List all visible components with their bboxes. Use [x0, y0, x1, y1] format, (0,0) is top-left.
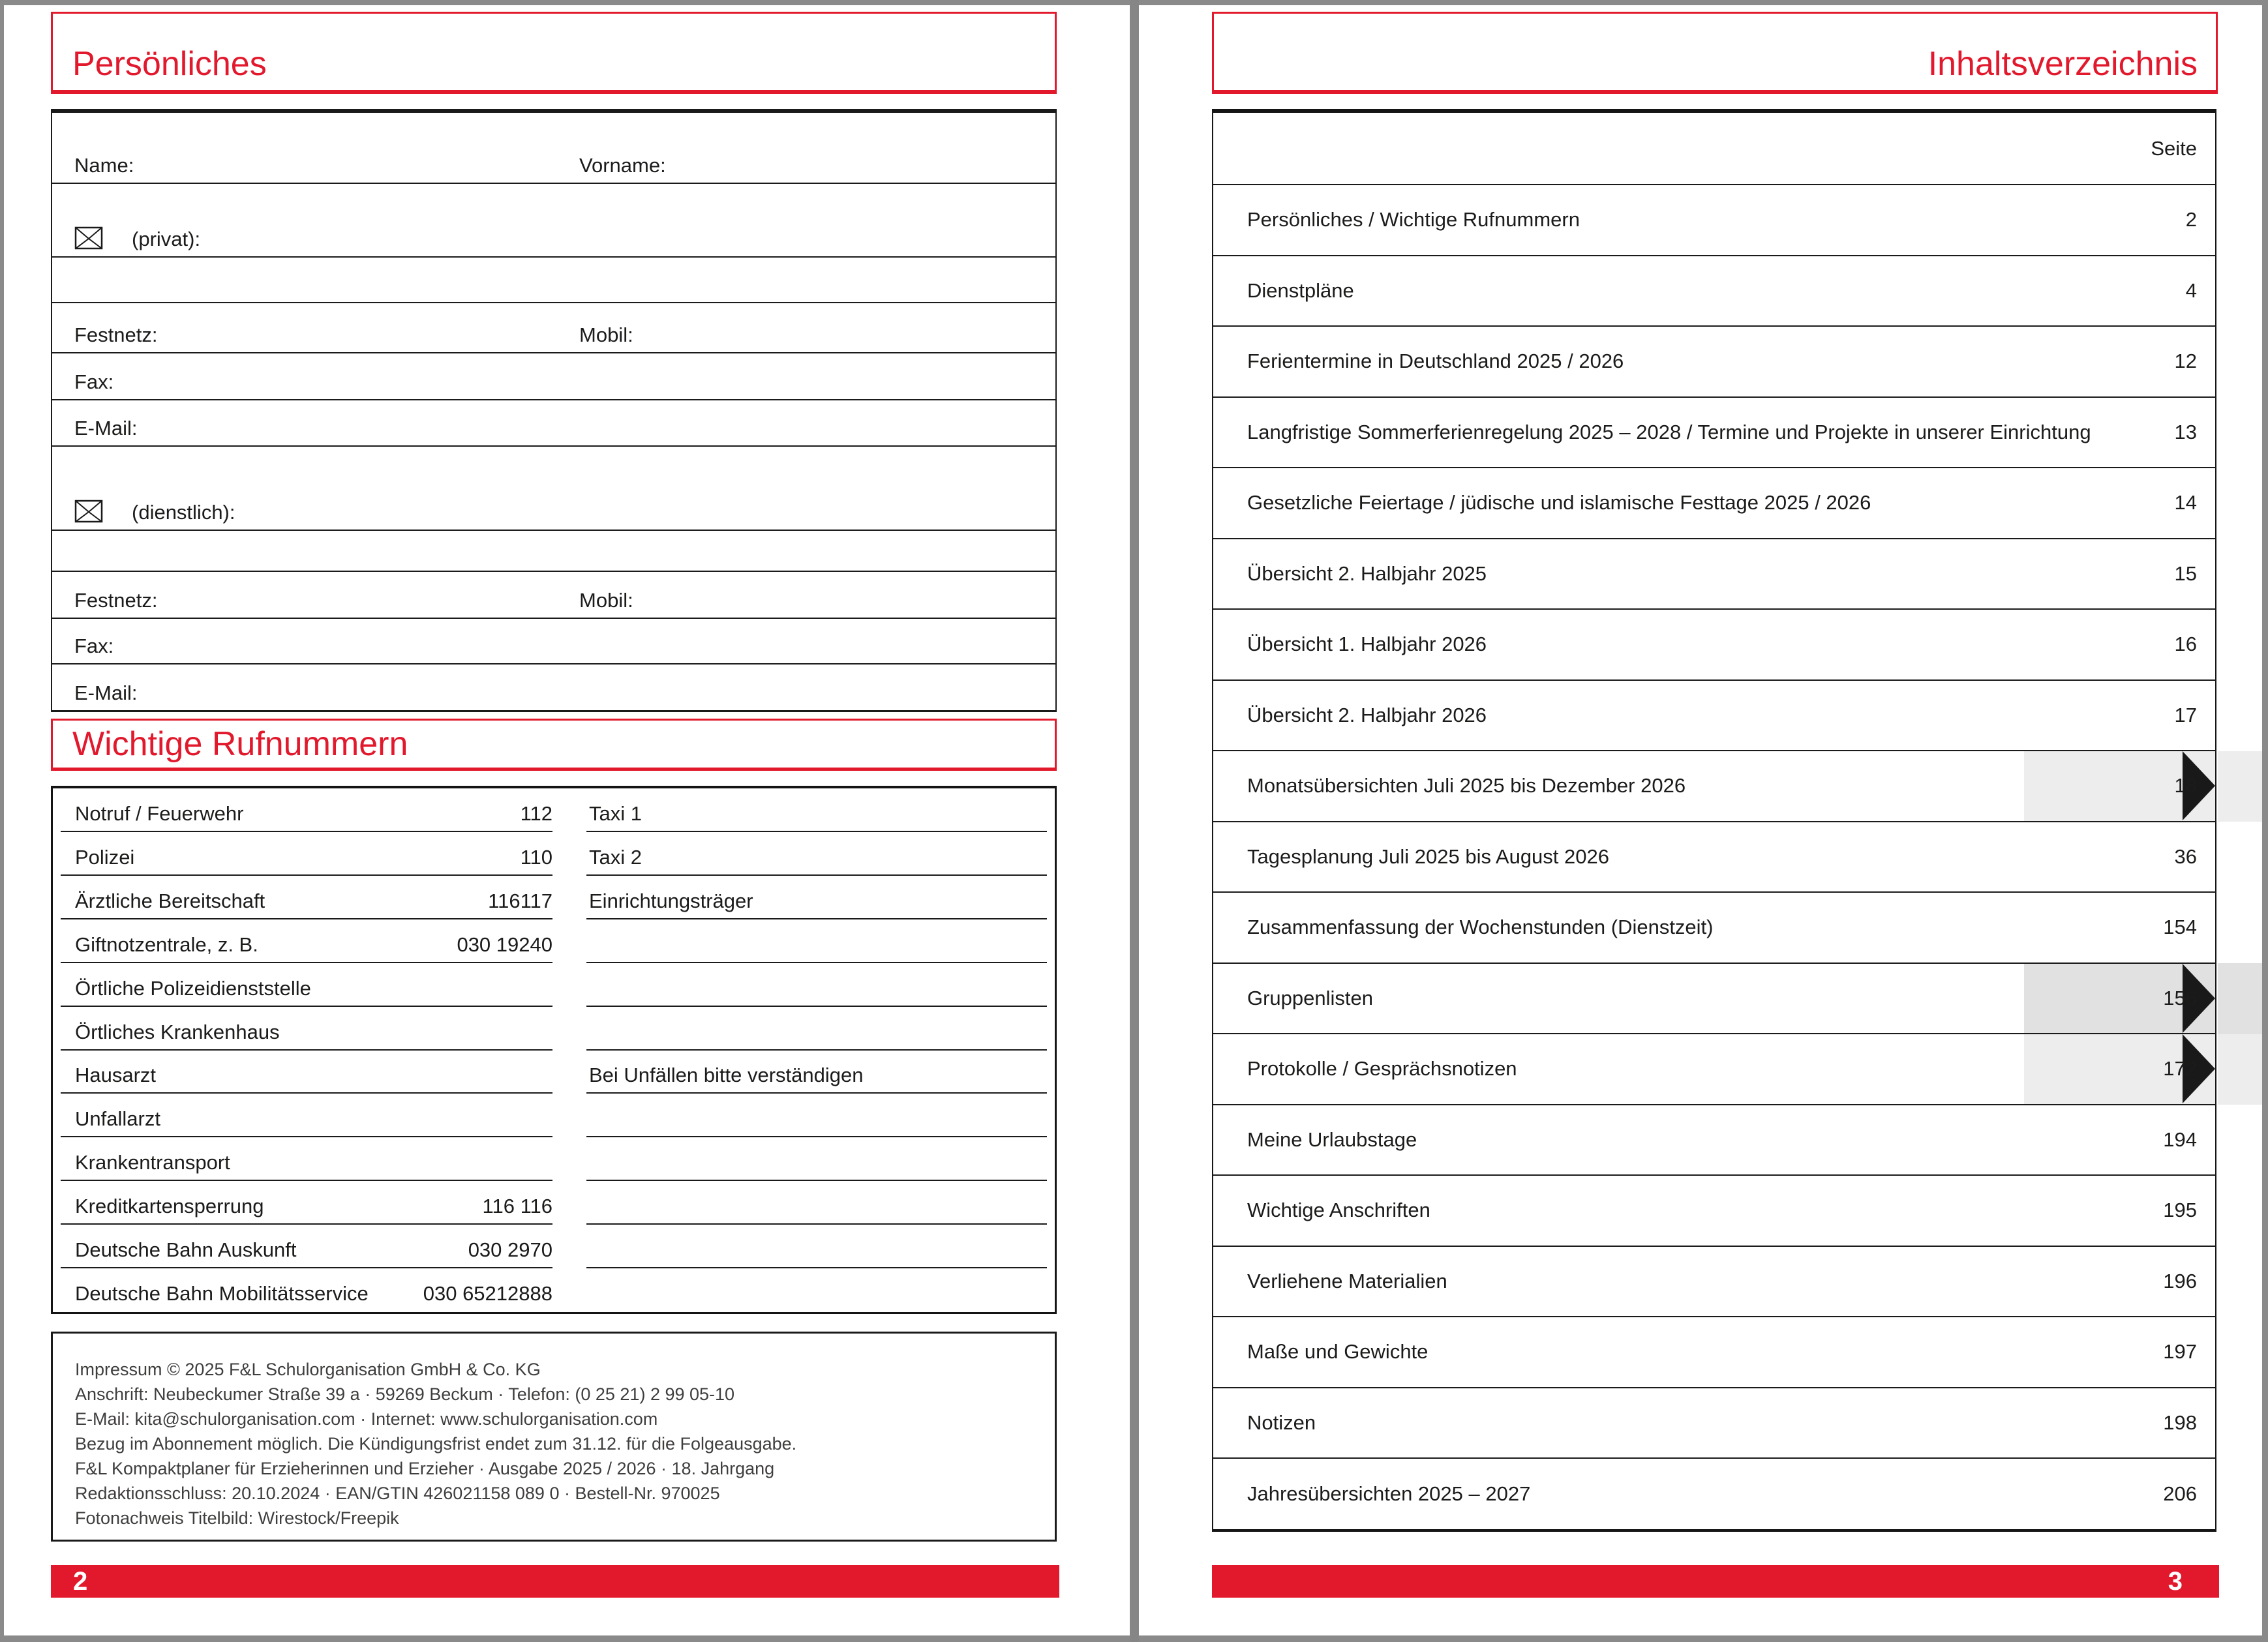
field-label: Vorname:	[579, 154, 666, 177]
field-label: Fax:	[74, 634, 114, 657]
toc-item-label: Persönliches / Wichtige Rufnummern	[1247, 208, 1580, 231]
form-row	[52, 258, 1055, 303]
toc-item-label: Langfristige Sommerferienregelung 2025 – 2028 / Termine und Projekte in unserer Einrichtung	[1247, 420, 2091, 443]
phone-row	[53, 1094, 1055, 1137]
phone-label: Hausarzt	[75, 1064, 157, 1087]
phone-label: Deutsche Bahn Auskunft	[75, 1238, 297, 1262]
toc-row	[1213, 1247, 2215, 1318]
toc-row	[1213, 681, 2215, 752]
toc-item-label: Protokolle / Gesprächsnotizen	[1247, 1057, 1517, 1081]
toc-page-number: 36	[2174, 844, 2197, 868]
phone-row	[53, 832, 1055, 876]
phone-right-label: Bei Unfällen bitte verständigen	[589, 1064, 864, 1087]
phone-row	[53, 788, 1055, 832]
toc-item-label: Maße und Gewichte	[1247, 1340, 1429, 1364]
toc-row	[1213, 1388, 2215, 1459]
toc-page-number: 12	[2174, 350, 2197, 373]
toc-item-label: Gruppenlisten	[1247, 986, 1374, 1009]
impressum-line: Redaktionsschluss: 20.10.2024 · EAN/GTIN 426021158 089 0 · Bestell-Nr. 970025	[75, 1484, 720, 1503]
page-number-bar-right	[1212, 1565, 2219, 1598]
toc-page-number: 197	[2163, 1340, 2197, 1364]
form-row	[52, 664, 1055, 710]
form-row	[52, 572, 1055, 619]
phone-row	[53, 1137, 1055, 1181]
page-divider	[1130, 0, 1139, 1642]
toc-row	[1213, 964, 2215, 1035]
toc-item-label: Tagesplanung Juli 2025 bis August 2026	[1247, 844, 1609, 868]
phone-number: 116117	[488, 889, 552, 912]
toc-row	[1213, 1317, 2215, 1388]
toc-row	[1213, 539, 2215, 610]
toc-table	[1212, 109, 2216, 1532]
toc-item-label: Übersicht 2. Halbjahr 2025	[1247, 561, 1487, 585]
toc-item-label: Zusammenfassung der Wochenstunden (Dienstzeit)	[1247, 916, 1714, 939]
toc-page-number: 17	[2174, 703, 2197, 726]
form-row	[52, 184, 1055, 258]
toc-rows	[1213, 185, 2215, 1529]
phone-label: Deutsche Bahn Mobilitätsservice	[75, 1282, 369, 1306]
field-label: Name:	[74, 154, 134, 177]
toc-page-number: 14	[2174, 491, 2197, 515]
phone-label: Polizei	[75, 845, 135, 869]
page-left	[4, 5, 1130, 1635]
toc-item-label: Jahresübersichten 2025 – 2027	[1247, 1482, 1531, 1505]
toc-row	[1213, 256, 2215, 327]
impressum-line: E-Mail: kita@schulorganisation.com · Internet: www.schulorganisation.com	[75, 1409, 658, 1429]
toc-item-label: Ferientermine in Deutschland 2025 / 2026	[1247, 350, 1624, 373]
tab-edge-strip-monatsuebersichten	[2218, 751, 2262, 822]
toc-row	[1213, 327, 2215, 398]
phone-number: 030 65212888	[423, 1282, 552, 1306]
toc-page-number: 154	[2163, 916, 2197, 939]
phone-number: 030 19240	[457, 933, 552, 956]
toc-page-number: 4	[2185, 278, 2197, 302]
tab-edge-strip-protokolle	[2218, 1034, 2262, 1105]
field-label: E-Mail:	[74, 681, 138, 704]
toc-page-number: 196	[2163, 1269, 2197, 1292]
form-row	[52, 447, 1055, 531]
field-label: Fax:	[74, 370, 114, 393]
phone-label: Giftnotzentrale, z. B.	[75, 933, 258, 956]
toc-row	[1213, 1459, 2215, 1529]
phone-label: Notruf / Feuerwehr	[75, 801, 244, 825]
field-label: (dienstlich):	[132, 501, 235, 524]
toc-seite-label: Seite	[2151, 136, 2197, 160]
toc-item-label: Übersicht 2. Halbjahr 2026	[1247, 703, 1487, 726]
impressum-line: F&L Kompaktplaner für Erzieherinnen und Erzieher · Ausgabe 2025 / 2026 · 18. Jahrgang	[75, 1459, 775, 1478]
phone-label: Örtliches Krankenhaus	[75, 1020, 280, 1043]
field-label: E-Mail:	[74, 417, 138, 440]
toc-item-label: Monatsübersichten Juli 2025 bis Dezember 2026	[1247, 774, 1686, 798]
tab-edge-strip-gruppenlisten	[2218, 963, 2262, 1034]
field-label: Festnetz:	[74, 589, 158, 612]
impressum-box	[51, 1332, 1057, 1542]
phone-label: Kreditkartensperrung	[75, 1195, 264, 1218]
phone-row	[53, 1007, 1055, 1051]
field-label: Festnetz:	[74, 323, 158, 346]
toc-item-label: Verliehene Materialien	[1247, 1269, 1447, 1292]
field-label: (privat):	[132, 228, 201, 250]
rufnummern-section-header	[51, 719, 1057, 771]
phone-number: 030 2970	[468, 1238, 552, 1262]
form-row	[52, 303, 1055, 353]
rufnummern-section-title: Wichtige Rufnummern	[72, 725, 408, 763]
toc-page-number: 15	[2174, 561, 2197, 585]
phone-label: Unfallarzt	[75, 1107, 160, 1131]
toc-row	[1213, 751, 2215, 822]
personal-section-title: Persönliches	[72, 45, 267, 83]
form-row	[52, 619, 1055, 664]
page-number-left: 2	[73, 1567, 88, 1596]
field-label: Mobil:	[579, 589, 633, 612]
page-number-right: 3	[2168, 1567, 2183, 1596]
phone-row	[53, 1051, 1055, 1094]
phone-row	[53, 1225, 1055, 1268]
toc-row	[1213, 398, 2215, 469]
toc-row	[1213, 1105, 2215, 1176]
page-right	[1139, 5, 2262, 1635]
envelope-icon	[74, 226, 103, 250]
phone-row	[53, 1181, 1055, 1225]
toc-row	[1213, 468, 2215, 539]
impressum-line: Anschrift: Neubeckumer Straße 39 a · 59269 Beckum · Telefon: (0 25 21) 2 99 05-10	[75, 1384, 735, 1404]
toc-item-label: Gesetzliche Feiertage / jüdische und islamische Festtage 2025 / 2026	[1247, 491, 1871, 515]
impressum-line: Bezug im Abonnement möglich. Die Kündigungsfrist endet zum 31.12. für die Folgeausgabe.	[75, 1434, 797, 1454]
phone-right-label: Einrichtungsträger	[589, 889, 753, 912]
toc-page-number: 172	[2163, 1057, 2197, 1081]
envelope-icon	[74, 500, 103, 523]
toc-item-label: Meine Urlaubstage	[1247, 1127, 1417, 1151]
toc-row	[1213, 1176, 2215, 1247]
toc-page-number: 195	[2163, 1199, 2197, 1222]
page-number-bar-left	[51, 1565, 1059, 1598]
phone-number: 116 116	[482, 1195, 552, 1218]
toc-page-number: 18	[2174, 774, 2197, 798]
toc-page-number: 16	[2174, 633, 2197, 656]
form-row	[52, 113, 1055, 184]
field-label: Mobil:	[579, 323, 633, 346]
toc-row	[1213, 893, 2215, 964]
toc-page-number: 156	[2163, 986, 2197, 1009]
toc-page-number: 194	[2163, 1127, 2197, 1151]
toc-item-label: Wichtige Anschriften	[1247, 1199, 1430, 1222]
impressum-line: Fotonachweis Titelbild: Wirestock/Freepik	[75, 1508, 399, 1528]
toc-page-number: 2	[2185, 208, 2197, 231]
phone-row	[53, 963, 1055, 1007]
personal-section-header	[51, 12, 1057, 94]
toc-title: Inhaltsverzeichnis	[1928, 45, 2198, 83]
toc-page-number: 13	[2174, 420, 2197, 443]
personal-form	[51, 109, 1057, 712]
phone-right-label: Taxi 1	[589, 801, 642, 825]
toc-page-number: 206	[2163, 1482, 2197, 1505]
toc-row	[1213, 1034, 2215, 1105]
toc-item-label: Übersicht 1. Halbjahr 2026	[1247, 633, 1487, 656]
toc-seite-header	[1213, 113, 2215, 185]
phone-right-label: Taxi 2	[589, 845, 642, 869]
toc-page-number: 198	[2163, 1411, 2197, 1434]
toc-item-label: Notizen	[1247, 1411, 1316, 1434]
phone-table	[51, 786, 1057, 1314]
phone-number: 112	[520, 801, 552, 825]
toc-item-label: Dienstpläne	[1247, 278, 1354, 302]
toc-row	[1213, 185, 2215, 256]
impressum-line: Impressum © 2025 F&L Schulorganisation GmbH & Co. KG	[75, 1360, 541, 1379]
phone-number: 110	[520, 845, 552, 869]
phone-row	[53, 919, 1055, 963]
form-row	[52, 400, 1055, 447]
phone-row	[53, 1268, 1055, 1312]
toc-row	[1213, 822, 2215, 893]
toc-row	[1213, 610, 2215, 681]
form-row	[52, 531, 1055, 572]
phone-row	[53, 876, 1055, 919]
phone-label: Krankentransport	[75, 1151, 230, 1174]
phone-label: Örtliche Polizeidienststelle	[75, 976, 311, 1000]
phone-label: Ärztliche Bereitschaft	[75, 889, 265, 912]
toc-section-header	[1212, 12, 2218, 94]
form-row	[52, 353, 1055, 400]
